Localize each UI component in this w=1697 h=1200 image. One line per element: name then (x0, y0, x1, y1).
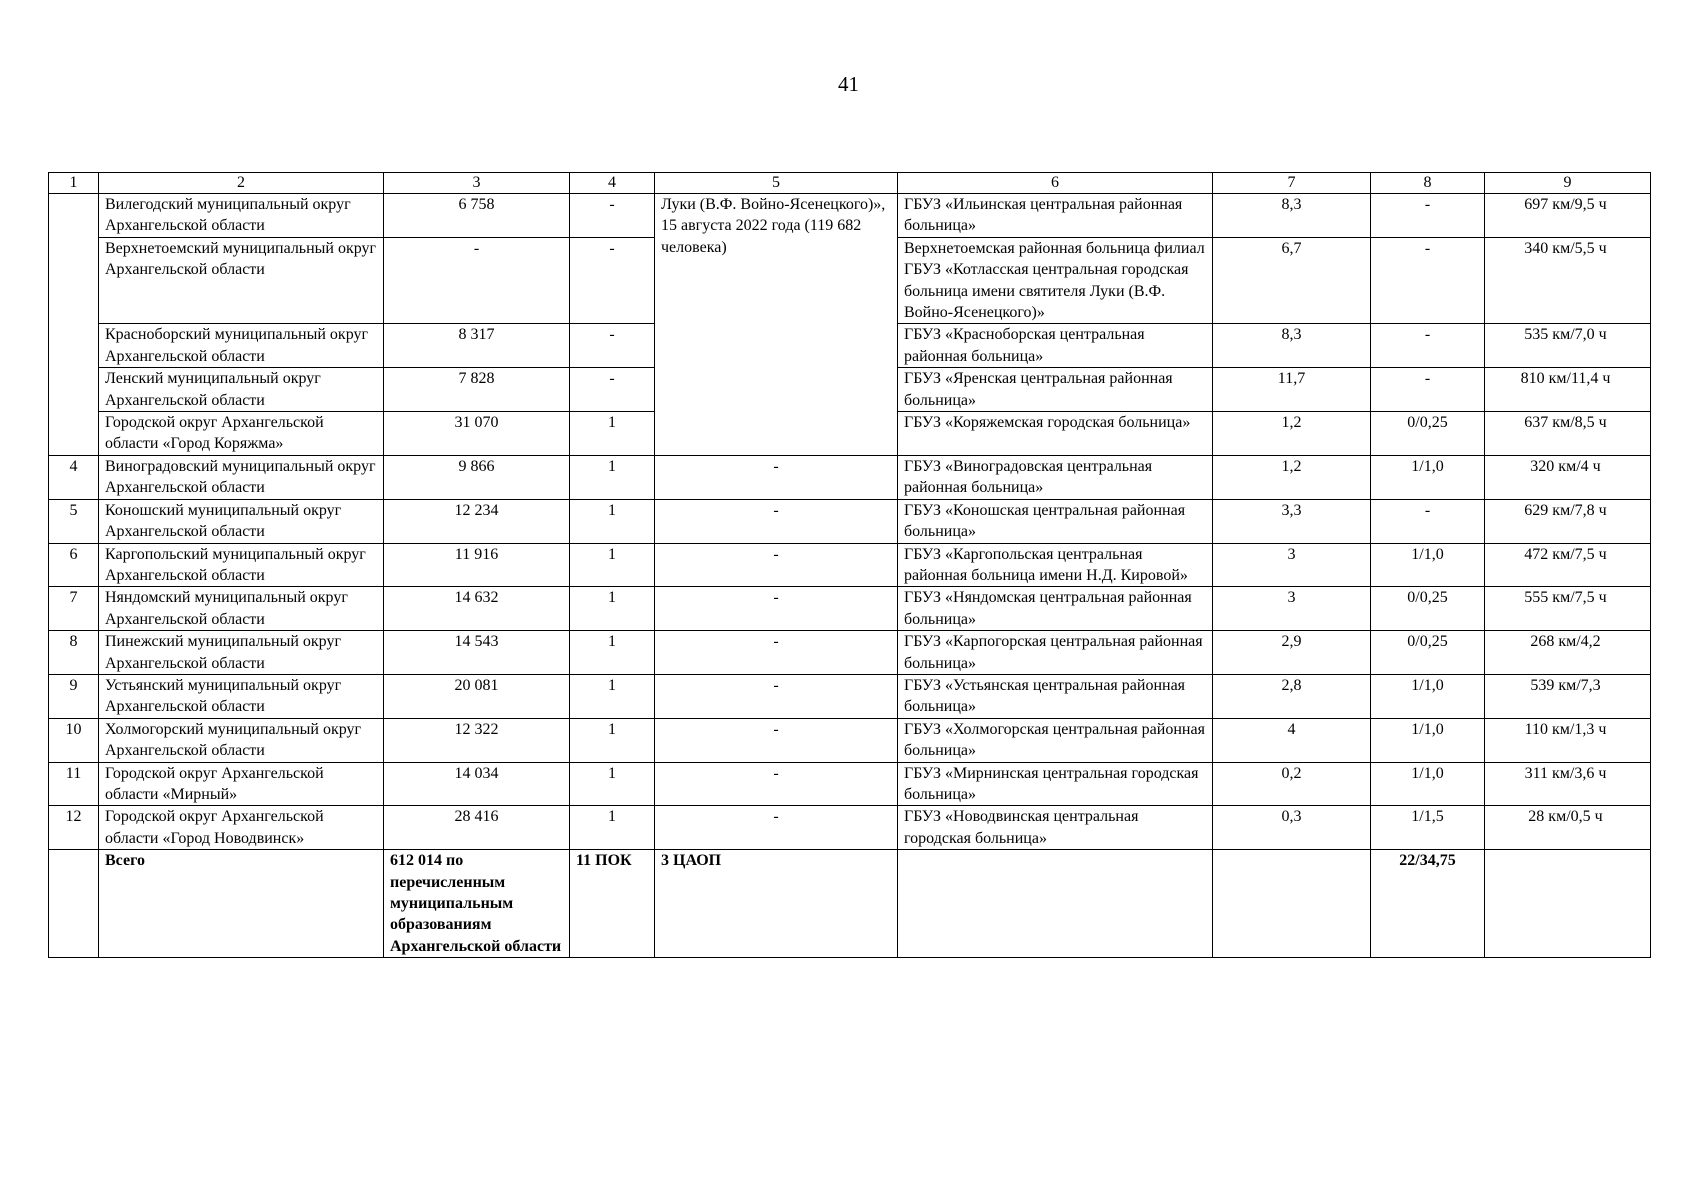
hospital-cell: ГБУЗ «Красноборская центральная районная больница» (898, 324, 1213, 368)
row-number-cell: 10 (49, 718, 99, 762)
pok-cell: 1 (570, 412, 655, 456)
pok-cell: 1 (570, 762, 655, 806)
pok-cell: 1 (570, 631, 655, 675)
distance-cell: 637 км/8,5 ч (1485, 412, 1651, 456)
hospital-cell: ГБУЗ «Каргопольская центральная районная больница имени Н.Д. Кировой» (898, 543, 1213, 587)
column-8-cell: 0/0,25 (1371, 587, 1485, 631)
population-cell: 12 322 (384, 718, 570, 762)
row-number-cell: 12 (49, 806, 99, 850)
municipality-cell: Холмогорский муниципальный округ Архангельской области (99, 718, 384, 762)
total-label-cell: Всего (99, 850, 384, 958)
table-row (49, 762, 1651, 806)
row-number-cell: 4 (49, 455, 99, 499)
column-7-cell: 6,7 (1213, 237, 1371, 324)
table-row (49, 543, 1651, 587)
municipality-cell: Верхнетоемский муниципальный округ Архангельской области (99, 237, 384, 324)
distance-cell: 535 км/7,0 ч (1485, 324, 1651, 368)
column-7-cell: 8,3 (1213, 324, 1371, 368)
distance-cell: 555 км/7,5 ч (1485, 587, 1651, 631)
distance-cell: 697 км/9,5 ч (1485, 194, 1651, 238)
header-cell: 8 (1371, 173, 1485, 194)
municipality-cell: Городской округ Архангельской области «Город Новодвинск» (99, 806, 384, 850)
column-7-cell: 3,3 (1213, 499, 1371, 543)
hospital-cell: ГБУЗ «Коношская центральная районная больница» (898, 499, 1213, 543)
table-row (49, 455, 1651, 499)
table-row (49, 194, 1651, 238)
column-8-cell: 0/0,25 (1371, 631, 1485, 675)
municipality-cell: Вилегодский муниципальный округ Архангельской области (99, 194, 384, 238)
population-cell: 28 416 (384, 806, 570, 850)
distance-cell: 539 км/7,3 (1485, 674, 1651, 718)
table-row (49, 718, 1651, 762)
column-7-cell: 0,2 (1213, 762, 1371, 806)
pok-cell: - (570, 368, 655, 412)
page-number: 41 (838, 72, 859, 96)
population-cell: 31 070 (384, 412, 570, 456)
table-row (49, 631, 1651, 675)
total-column-8-cell: 22/34,75 (1371, 850, 1485, 958)
header-cell: 2 (99, 173, 384, 194)
row-number-cell: 7 (49, 587, 99, 631)
hospital-cell: ГБУЗ «Устьянская центральная районная больница» (898, 674, 1213, 718)
column-8-cell: 1/1,0 (1371, 762, 1485, 806)
hospital-cell: ГБУЗ «Холмогорская центральная районная больница» (898, 718, 1213, 762)
header-cell: 1 (49, 173, 99, 194)
column-7-cell: 8,3 (1213, 194, 1371, 238)
distance-cell: 28 км/0,5 ч (1485, 806, 1651, 850)
column-7-cell: 3 (1213, 543, 1371, 587)
pok-cell: 1 (570, 499, 655, 543)
population-cell: 14 543 (384, 631, 570, 675)
header-cell: 6 (898, 173, 1213, 194)
column-5-group-cell: Луки (В.Ф. Войно-Ясенецкого)», 15 августа 2022 года (119 682 человека) (655, 194, 898, 456)
municipality-cell: Коношский муниципальный округ Архангельской области (99, 499, 384, 543)
column-5-cell: - (655, 762, 898, 806)
pok-cell: 1 (570, 587, 655, 631)
column-5-cell: - (655, 718, 898, 762)
hospital-cell: ГБУЗ «Новодвинская центральная городская больница» (898, 806, 1213, 850)
row-number-cell: 6 (49, 543, 99, 587)
total-distance-cell (1485, 850, 1651, 958)
column-7-cell: 2,9 (1213, 631, 1371, 675)
total-pok-cell: 11 ПОК (570, 850, 655, 958)
distance-cell: 629 км/7,8 ч (1485, 499, 1651, 543)
data-table (48, 172, 1651, 958)
population-cell: 12 234 (384, 499, 570, 543)
row-number-cell: 9 (49, 674, 99, 718)
municipality-cell: Ленский муниципальный округ Архангельской области (99, 368, 384, 412)
column-5-cell: - (655, 543, 898, 587)
total-population-cell: 612 014 по перечисленным муниципальным образованиям Архангельской области (384, 850, 570, 958)
population-cell: 8 317 (384, 324, 570, 368)
column-7-cell: 0,3 (1213, 806, 1371, 850)
column-8-cell: 0/0,25 (1371, 412, 1485, 456)
population-cell: 11 916 (384, 543, 570, 587)
population-cell: 20 081 (384, 674, 570, 718)
column-8-cell: 1/1,5 (1371, 806, 1485, 850)
population-cell: 14 632 (384, 587, 570, 631)
column-7-cell: 4 (1213, 718, 1371, 762)
column-7-cell: 1,2 (1213, 412, 1371, 456)
municipality-cell: Каргопольский муниципальный округ Архангельской области (99, 543, 384, 587)
distance-cell: 340 км/5,5 ч (1485, 237, 1651, 324)
header-cell: 7 (1213, 173, 1371, 194)
column-8-cell: 1/1,0 (1371, 455, 1485, 499)
municipality-cell: Городской округ Архангельской области «Мирный» (99, 762, 384, 806)
header-cell: 4 (570, 173, 655, 194)
distance-cell: 110 км/1,3 ч (1485, 718, 1651, 762)
column-7-cell: 3 (1213, 587, 1371, 631)
total-hospital-cell (898, 850, 1213, 958)
hospital-cell: ГБУЗ «Мирнинская центральная городская больница» (898, 762, 1213, 806)
column-5-cell: - (655, 499, 898, 543)
column-8-cell: 1/1,0 (1371, 543, 1485, 587)
population-cell: 14 034 (384, 762, 570, 806)
row-number-cell: 11 (49, 762, 99, 806)
hospital-cell: Верхнетоемская районная больница филиал ГБУЗ «Котласская центральная городская больница имени святителя Луки (В.Ф. Войно-Ясенецкого)» (898, 237, 1213, 324)
column-8-cell: 1/1,0 (1371, 718, 1485, 762)
header-cell: 5 (655, 173, 898, 194)
column-8-cell: - (1371, 499, 1485, 543)
hospital-cell: ГБУЗ «Коряжемская городская больница» (898, 412, 1213, 456)
column-5-cell: - (655, 587, 898, 631)
municipality-cell: Виноградовский муниципальный округ Архангельской области (99, 455, 384, 499)
row-number-cell: 5 (49, 499, 99, 543)
row-number-cell (49, 194, 99, 456)
column-8-cell: - (1371, 194, 1485, 238)
pok-cell: 1 (570, 718, 655, 762)
total-column-5-cell: 3 ЦАОП (655, 850, 898, 958)
total-row (49, 850, 1651, 958)
column-8-cell: - (1371, 237, 1485, 324)
population-cell: - (384, 237, 570, 324)
distance-cell: 320 км/4 ч (1485, 455, 1651, 499)
column-8-cell: - (1371, 368, 1485, 412)
municipality-cell: Устьянский муниципальный округ Архангельской области (99, 674, 384, 718)
total-column-7-cell (1213, 850, 1371, 958)
pok-cell: - (570, 194, 655, 238)
column-5-cell: - (655, 631, 898, 675)
column-8-cell: - (1371, 324, 1485, 368)
table-row (49, 499, 1651, 543)
hospital-cell: ГБУЗ «Няндомская центральная районная больница» (898, 587, 1213, 631)
column-7-cell: 1,2 (1213, 455, 1371, 499)
column-5-cell: - (655, 806, 898, 850)
municipality-cell: Городской округ Архангельской области «Город Коряжма» (99, 412, 384, 456)
pok-cell: 1 (570, 806, 655, 850)
hospital-cell: ГБУЗ «Карпогорская центральная районная больница» (898, 631, 1213, 675)
municipality-cell: Няндомский муниципальный округ Архангельской области (99, 587, 384, 631)
population-cell: 7 828 (384, 368, 570, 412)
pok-cell: - (570, 324, 655, 368)
hospital-cell: ГБУЗ «Яренская центральная районная больница» (898, 368, 1213, 412)
header-cell: 3 (384, 173, 570, 194)
table-row (49, 806, 1651, 850)
hospital-cell: ГБУЗ «Виноградовская центральная районная больница» (898, 455, 1213, 499)
row-number-cell (49, 850, 99, 958)
hospital-cell: ГБУЗ «Ильинская центральная районная больница» (898, 194, 1213, 238)
table-row (49, 587, 1651, 631)
distance-cell: 810 км/11,4 ч (1485, 368, 1651, 412)
header-row (49, 173, 1651, 194)
pok-cell: 1 (570, 674, 655, 718)
distance-cell: 472 км/7,5 ч (1485, 543, 1651, 587)
municipality-cell: Красноборский муниципальный округ Архангельской области (99, 324, 384, 368)
pok-cell: 1 (570, 543, 655, 587)
pok-cell: 1 (570, 455, 655, 499)
population-cell: 9 866 (384, 455, 570, 499)
population-cell: 6 758 (384, 194, 570, 238)
header-cell: 9 (1485, 173, 1651, 194)
column-7-cell: 2,8 (1213, 674, 1371, 718)
pok-cell: - (570, 237, 655, 324)
row-number-cell: 8 (49, 631, 99, 675)
distance-cell: 268 км/4,2 (1485, 631, 1651, 675)
column-8-cell: 1/1,0 (1371, 674, 1485, 718)
municipality-cell: Пинежский муниципальный округ Архангельской области (99, 631, 384, 675)
column-7-cell: 11,7 (1213, 368, 1371, 412)
table-row (49, 674, 1651, 718)
column-5-cell: - (655, 674, 898, 718)
distance-cell: 311 км/3,6 ч (1485, 762, 1651, 806)
column-5-cell: - (655, 455, 898, 499)
